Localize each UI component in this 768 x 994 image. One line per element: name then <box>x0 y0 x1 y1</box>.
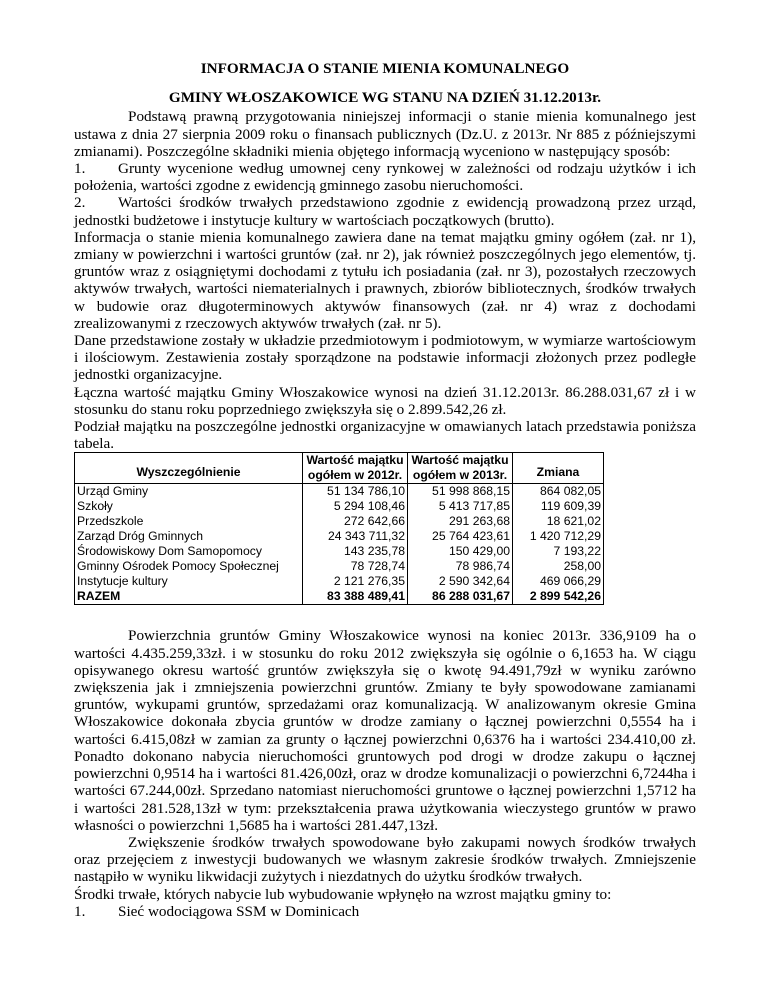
cell-name: Środowiskowy Dom Samopomocy <box>75 544 303 559</box>
cell-value-2013: 291 263,68 <box>408 514 513 529</box>
paragraph-total-value: Łączna wartość majątku Gminy Włoszakowice wynosi na dzień 31.12.2013r. 86.288.031,67 zł i w stosunku do stanu roku poprzedniego zwiększyła się o 2.899.542,26 zł. <box>74 383 696 418</box>
cell-change: 7 193,22 <box>513 544 604 559</box>
table-row <box>75 544 604 559</box>
cell-value-2012: 272 642,66 <box>303 514 408 529</box>
list-item-text: Grunty wycenione według umownej ceny rynkowej w zależności od rodzaju użytków i ich położenia, wartości zgodne z ewidencją gminnego zasobu nieruchomości. <box>74 160 696 195</box>
paragraph-table-intro: Podział majątku na poszczególne jednostki organizacyjne w omawianych latach przedstawia poniższa tabela. <box>74 418 696 453</box>
cell-name: RAZEM <box>75 589 303 605</box>
cell-value-2012: 143 235,78 <box>303 544 408 559</box>
table-row <box>75 499 604 514</box>
list-item <box>74 160 696 194</box>
cell-value-2013: 5 413 717,85 <box>408 499 513 514</box>
list-item <box>74 194 696 228</box>
cell-change: 119 609,39 <box>513 499 604 514</box>
cell-value-2013: 25 764 423,61 <box>408 529 513 544</box>
cell-name: Gminny Ośrodek Pomocy Społecznej <box>75 559 303 574</box>
cell-change: 864 082,05 <box>513 484 604 500</box>
cell-name: Instytucje kultury <box>75 574 303 589</box>
table-row <box>75 484 604 500</box>
header-value-2012 <box>303 453 408 484</box>
paragraph-fixed-assets: Zwiększenie środków trwałych spowodowane było zakupami nowych środków trwałych oraz przejęciem z inwestycji budowanych we własnym zakresie środków trwałych. Zmniejszenie nastąpiło w wyniku likwidacji zużytych i niezdatnych do użytku środków trwałych. <box>74 833 696 886</box>
cell-change: 258,00 <box>513 559 604 574</box>
cell-value-2012: 83 388 489,41 <box>303 589 408 605</box>
cell-name: Przedszkole <box>75 514 303 529</box>
table-row <box>75 574 604 589</box>
paragraph-legal-basis: Podstawą prawną przygotowania niniejszej informacji o stanie mienia komunalnego jest ustawa z dnia 27 sierpnia 2009 roku o finansach publicznych (Dz.U. z 2013r. Nr 885 z późniejszymi zmianami). Poszczególne składniki mienia objętego informacją wyceniono w następujący sposób: <box>74 108 696 160</box>
header-value-2013-line1: Wartość majątku <box>411 453 509 468</box>
cell-value-2013: 78 986,74 <box>408 559 513 574</box>
cell-value-2012: 5 294 108,46 <box>303 499 408 514</box>
cell-name: Zarząd Dróg Gminnych <box>75 529 303 544</box>
document-page <box>74 60 696 920</box>
cell-value-2013: 150 429,00 <box>408 544 513 559</box>
paragraph-fixed-assets-list-intro: Środki trwałe, których nabycie lub wybudowanie wpłynęło na wzrost majątku gminy to: <box>74 885 612 903</box>
table-header-row <box>75 453 604 484</box>
header-value-2013 <box>408 453 513 484</box>
cell-name: Szkoły <box>75 499 303 514</box>
list-item-text: Wartości środków trwałych przedstawiono zgodnie z ewidencją prowadzoną przez urząd, jednostki budżetowe i instytucje kultury w wartościach początkowych (brutto). <box>74 194 696 229</box>
table-row <box>75 529 604 544</box>
cell-value-2012: 51 134 786,10 <box>303 484 408 500</box>
list-item-number: 2. <box>74 194 86 212</box>
table-row <box>75 559 604 574</box>
cell-value-2013: 86 288 031,67 <box>408 589 513 605</box>
header-value-2012-line1: Wartość majątku <box>306 453 404 468</box>
document-subtitle: GMINY WŁOSZAKOWICE WG STANU NA DZIEŃ 31.12.2013r. <box>168 89 602 107</box>
list-item-number: 1. <box>74 902 86 920</box>
header-value-2013-line2: ogółem w 2013r. <box>412 468 508 483</box>
paragraph-land: Powierzchnia gruntów Gminy Włoszakowice wynosi na koniec 2013r. 336,9109 ha o wartości 4.435.259,33zł. i w stosunku do roku 2012 zwiększyła się ogólnie o 6,1653 ha. W ciągu opisywanego okresu wartość gruntów zwiększyła się o kwotę 94.491,79zł w wyniku zarówno zwiększenia jak i zmniejszenia powierzchni gruntów. Zmiany te były spowodowane zamianami gruntów, wykupami gruntów, sprzedażami oraz komunalizacją. W analizowanym okresie Gmina Włoszakowice dokonała zbycia gruntów w drodze zamiany o łącznej powierzchni 0,5554 ha i wartości 6.415,08zł w zamian za grunty o łącznej powierzchni 0,6376 ha i wartości 234.410,00 zł. Ponadto dokonano nabycia nieruchomości gruntowych pod drogi w drodze zakupu o łącznej powierzchni 0,9514 ha i wartości 81.426,00zł, oraz w drodze komunalizacji o powierzchni 6,7244ha i wartości 67.244,00zł. Sprzedano natomiast nieruchomości gruntowe o łącznej powierzchni 1,5712 ha i wartości 281.528,13zł w tym: przekształcenia prawa użytkowania wieczystego gruntów w prawo własności o powierzchni 1,5685 ha i wartości 281.447,13zł. <box>74 627 696 834</box>
header-change: Zmiana <box>513 453 604 484</box>
list-item <box>74 903 696 920</box>
cell-value-2012: 24 343 711,32 <box>303 529 408 544</box>
cell-value-2012: 78 728,74 <box>303 559 408 574</box>
cell-name: Urząd Gminy <box>75 484 303 500</box>
assets-table <box>74 452 604 605</box>
table-total-row <box>75 589 604 605</box>
list-item-text: Sieć wodociągowa SSM w Dominicach <box>118 902 360 920</box>
cell-value-2013: 51 998 868,15 <box>408 484 513 500</box>
header-value-2012-line2: ogółem w 2012r. <box>307 468 403 483</box>
cell-change: 2 899 542,26 <box>513 589 604 605</box>
cell-value-2012: 2 121 276,35 <box>303 574 408 589</box>
paragraph-scope: Informacja o stanie mienia komunalnego zawiera dane na temat majątku gminy ogółem (zał. nr 1), zmiany w powierzchni i wartości gruntów (zał. nr 2), jak również poszczególnych jego elementów, tj. gruntów wraz z osiągniętymi dochodami z tytułu ich posiadania (zał. nr 3), pozostałych rzeczowych aktywów trwałych, wartości niematerialnych i prawnych, zbiorów bibliotecznych, środków trwałych w budowie oraz długoterminowych aktywów finansowych (zał. nr 4) wraz z dochodami zrealizowanymi z rzeczowych aktywów trwałych (zał. nr 5). <box>74 228 696 332</box>
table-row <box>75 514 604 529</box>
header-description: Wyszczególnienie <box>75 453 303 484</box>
cell-value-2013: 2 590 342,64 <box>408 574 513 589</box>
document-title: INFORMACJA O STANIE MIENIA KOMUNALNEGO <box>200 60 570 77</box>
list-item-number: 1. <box>74 160 86 178</box>
paragraph-presentation: Dane przedstawione zostały w układzie przedmiotowym i podmiotowym, w wymiarze wartościowym i ilościowym. Zestawienia zostały sporządzone na podstawie informacji złożonych przez podległe jednostki organizacyjne. <box>74 332 696 384</box>
cell-change: 1 420 712,29 <box>513 529 604 544</box>
cell-change: 18 621,02 <box>513 514 604 529</box>
cell-change: 469 066,29 <box>513 574 604 589</box>
